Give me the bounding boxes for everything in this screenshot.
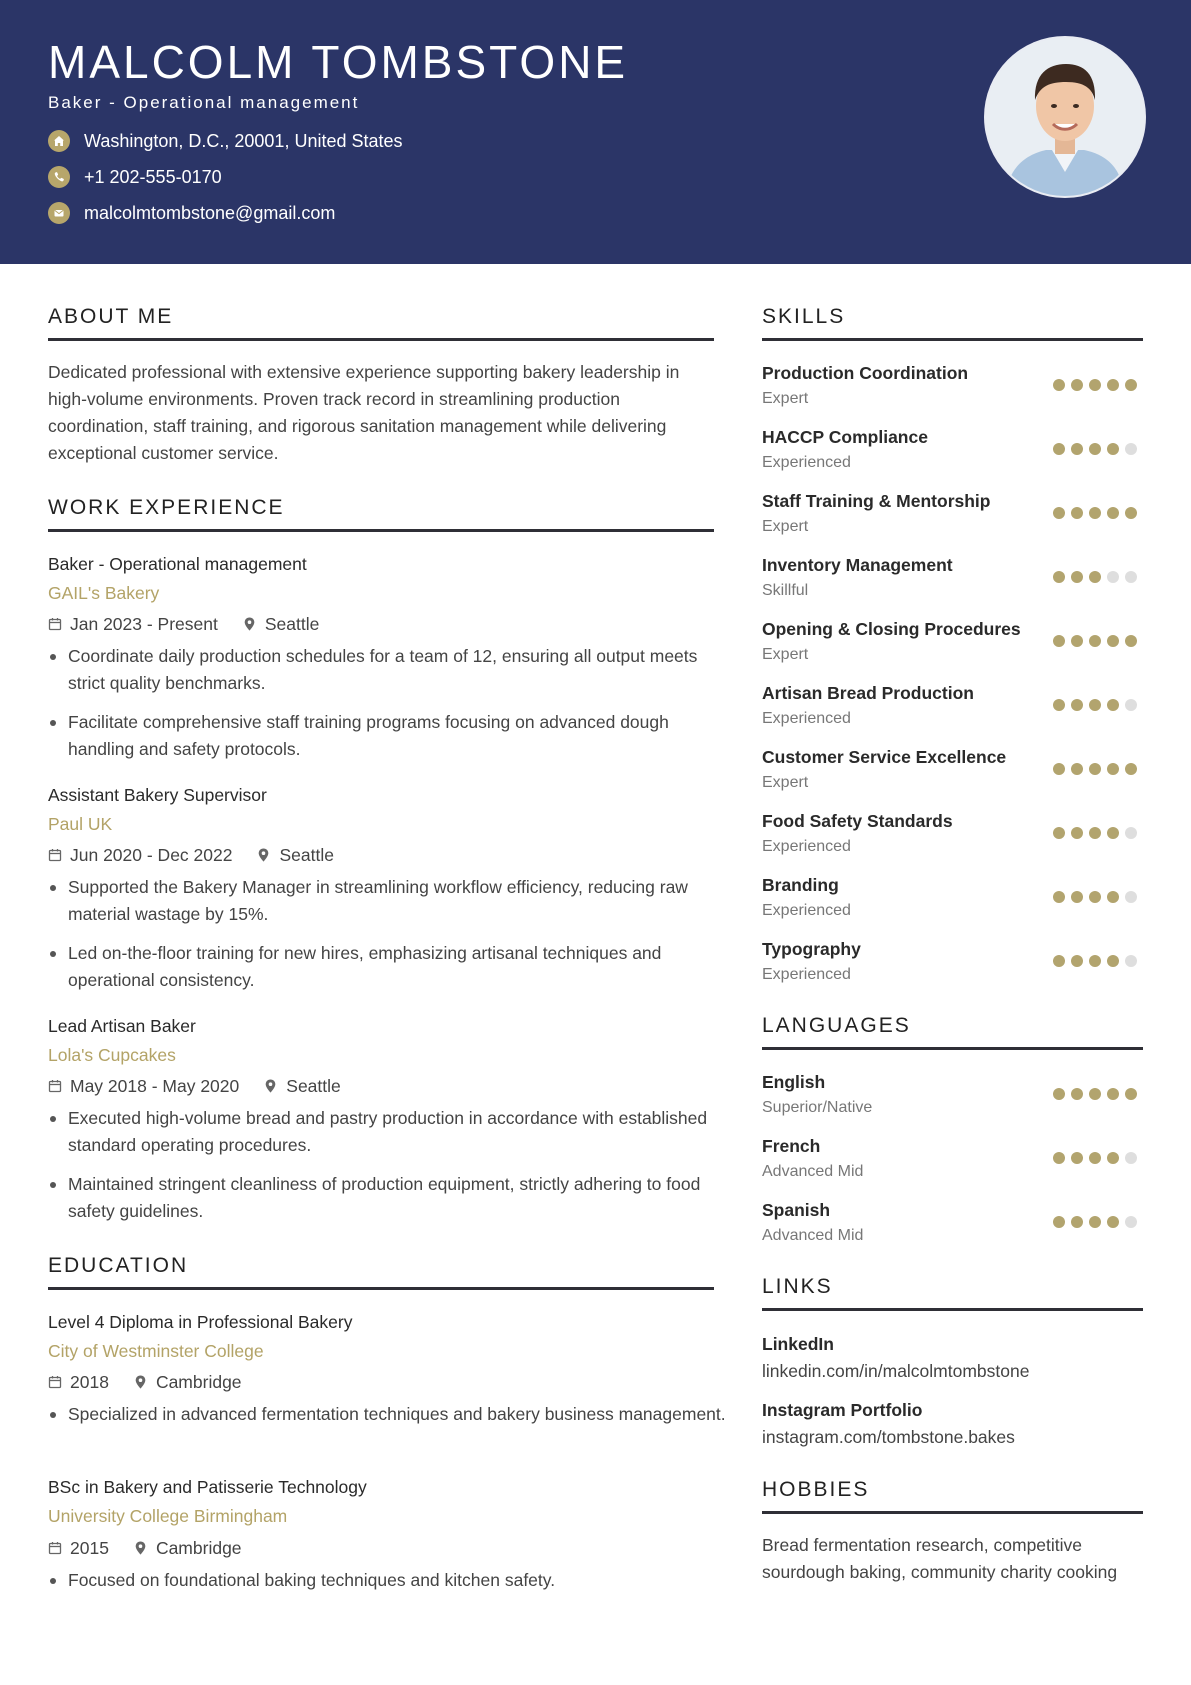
rating-dot-filled [1089, 571, 1101, 583]
rating-dot-filled [1089, 1088, 1101, 1100]
skill-level: Experienced [762, 454, 851, 471]
rating-dot-filled [1107, 827, 1119, 839]
skill-level: Experienced [762, 966, 851, 983]
rating-dot-filled [1089, 1152, 1101, 1164]
rating-dot-filled [1071, 891, 1083, 903]
company-name: Paul UK [48, 814, 113, 834]
calendar-icon [48, 617, 62, 631]
location-pin-icon [265, 1079, 276, 1093]
job-bullet: Led on-the-floor training for new hires, emphasizing artisanal techniques and operational consistency. [48, 940, 734, 994]
language-rating [1053, 1088, 1143, 1100]
skill-name: Branding [762, 875, 839, 895]
skill-rating [1053, 891, 1143, 903]
rating-dot-empty [1125, 891, 1137, 903]
rating-dot-filled [1071, 1216, 1083, 1228]
rating-dot-empty [1125, 955, 1137, 967]
candidate-subtitle: Baker - Operational management [48, 93, 360, 112]
rating-dot-filled [1071, 1088, 1083, 1100]
rating-dot-filled [1107, 443, 1119, 455]
skill-rating [1053, 699, 1143, 711]
language-level: Superior/Native [762, 1099, 873, 1116]
rating-dot-filled [1089, 379, 1101, 391]
rating-dot-empty [1125, 571, 1137, 583]
rating-dot-filled [1053, 827, 1065, 839]
resume-header [0, 0, 1191, 264]
rating-dot-filled [1107, 1152, 1119, 1164]
language-name: English [762, 1072, 826, 1092]
rating-dot-filled [1089, 507, 1101, 519]
company-name: Lola's Cupcakes [48, 1045, 176, 1065]
skill-level: Expert [762, 518, 809, 535]
language-rating [1053, 1216, 1143, 1228]
hobbies-section-title: HOBBIES [762, 1478, 870, 1501]
rating-dot-filled [1107, 891, 1119, 903]
languages-section-title: LANGUAGES [762, 1014, 911, 1037]
school-name: University College Birmingham [48, 1506, 288, 1526]
rating-dot-filled [1107, 955, 1119, 967]
rating-dot-filled [1071, 507, 1083, 519]
rating-dot-filled [1089, 891, 1101, 903]
job-bullet: Facilitate comprehensive staff training programs focusing on advanced dough handling and safety protocols. [48, 709, 734, 763]
work-section-title: WORK EXPERIENCE [48, 496, 285, 519]
job-bullet: Maintained stringent cleanliness of production equipment, strictly adhering to food safety guidelines. [48, 1171, 734, 1225]
education-bullet: Focused on foundational baking techniques and kitchen safety. [48, 1567, 734, 1594]
education-divider [48, 1287, 714, 1290]
rating-dot-filled [1053, 571, 1065, 583]
links-divider [762, 1308, 1143, 1311]
contact-phone [48, 166, 222, 188]
rating-dot-filled [1071, 1152, 1083, 1164]
rating-dot-filled [1071, 699, 1083, 711]
job-location: Seattle [279, 845, 334, 865]
job-title: Assistant Bakery Supervisor [48, 785, 267, 805]
rating-dot-filled [1107, 699, 1119, 711]
link-label: Instagram Portfolio [762, 1400, 923, 1420]
about-divider [48, 338, 714, 341]
skill-name: Opening & Closing Procedures [762, 619, 1021, 639]
rating-dot-filled [1071, 763, 1083, 775]
rating-dot-filled [1053, 955, 1065, 967]
work-divider [48, 529, 714, 532]
rating-dot-filled [1089, 443, 1101, 455]
skills-divider [762, 338, 1143, 341]
job-dates: Jan 2023 - Present [70, 614, 218, 634]
school-name: City of Westminster College [48, 1341, 264, 1361]
rating-dot-filled [1107, 635, 1119, 647]
location-pin-icon [244, 617, 255, 631]
rating-dot-empty [1125, 1216, 1137, 1228]
rating-dot-filled [1053, 635, 1065, 647]
rating-dot-filled [1107, 507, 1119, 519]
mail-icon [48, 202, 70, 224]
job-bullet: Executed high-volume bread and pastry production in accordance with established standard operating procedures. [48, 1105, 734, 1159]
skill-rating [1053, 763, 1143, 775]
rating-dot-empty [1125, 1152, 1137, 1164]
candidate-name: MALCOLM TOMBSTONE [48, 36, 629, 88]
language-rating [1053, 1152, 1143, 1164]
skill-name: HACCP Compliance [762, 427, 928, 447]
skill-level: Experienced [762, 902, 851, 919]
rating-dot-filled [1071, 443, 1083, 455]
rating-dot-filled [1107, 1088, 1119, 1100]
degree-title: BSc in Bakery and Patisserie Technology [48, 1477, 367, 1497]
instagram-link[interactable]: instagram.com/tombstone.bakes [762, 1427, 1015, 1447]
location-pin-icon [135, 1541, 146, 1555]
job-location: Seattle [286, 1076, 341, 1096]
rating-dot-filled [1053, 443, 1065, 455]
skill-name: Food Safety Standards [762, 811, 953, 831]
rating-dot-filled [1125, 763, 1137, 775]
rating-dot-filled [1053, 763, 1065, 775]
rating-dot-filled [1071, 571, 1083, 583]
rating-dot-filled [1053, 507, 1065, 519]
education-year: 2015 [70, 1538, 109, 1558]
contact-address [48, 130, 403, 152]
rating-dot-filled [1089, 827, 1101, 839]
skill-rating [1053, 507, 1143, 519]
skill-level: Expert [762, 774, 809, 791]
rating-dot-filled [1089, 635, 1101, 647]
rating-dot-filled [1053, 1216, 1065, 1228]
rating-dot-empty [1125, 699, 1137, 711]
skill-level: Experienced [762, 838, 851, 855]
links-section-title: LINKS [762, 1275, 833, 1298]
rating-dot-filled [1053, 699, 1065, 711]
rating-dot-filled [1107, 379, 1119, 391]
linkedin-link[interactable]: linkedin.com/in/malcolmtombstone [762, 1361, 1030, 1381]
rating-dot-filled [1107, 1216, 1119, 1228]
skill-rating [1053, 635, 1143, 647]
link-label: LinkedIn [762, 1334, 834, 1354]
job-title: Baker - Operational management [48, 554, 307, 574]
job-meta [48, 844, 334, 866]
rating-dot-filled [1071, 635, 1083, 647]
rating-dot-filled [1125, 379, 1137, 391]
rating-dot-filled [1053, 1152, 1065, 1164]
language-name: French [762, 1136, 821, 1156]
job-meta [48, 1075, 341, 1097]
rating-dot-filled [1089, 1216, 1101, 1228]
rating-dot-filled [1089, 763, 1101, 775]
job-dates: May 2018 - May 2020 [70, 1076, 240, 1096]
skill-level: Expert [762, 646, 809, 663]
skill-name: Typography [762, 939, 861, 959]
rating-dot-filled [1089, 955, 1101, 967]
degree-title: Level 4 Diploma in Professional Bakery [48, 1312, 353, 1332]
education-meta [48, 1537, 242, 1559]
skill-level: Skillful [762, 582, 809, 599]
skill-rating [1053, 827, 1143, 839]
rating-dot-filled [1071, 379, 1083, 391]
education-meta [48, 1371, 242, 1393]
language-name: Spanish [762, 1200, 831, 1220]
rating-dot-filled [1089, 699, 1101, 711]
phone-icon [48, 166, 70, 188]
language-level: Advanced Mid [762, 1227, 864, 1244]
skill-rating [1053, 955, 1143, 967]
languages-divider [762, 1047, 1143, 1050]
email-link[interactable]: malcolmtombstone@gmail.com [84, 203, 336, 223]
rating-dot-filled [1053, 1088, 1065, 1100]
education-section-title: EDUCATION [48, 1254, 189, 1277]
rating-dot-filled [1071, 827, 1083, 839]
skill-rating [1053, 443, 1143, 455]
job-title: Lead Artisan Baker [48, 1016, 196, 1036]
skill-level: Expert [762, 390, 809, 407]
job-meta [48, 613, 319, 635]
calendar-icon [48, 1079, 62, 1093]
rating-dot-empty [1107, 571, 1119, 583]
skill-name: Artisan Bread Production [762, 683, 974, 703]
contact-email[interactable] [48, 202, 335, 224]
rating-dot-empty [1125, 827, 1137, 839]
profile-photo [986, 38, 1144, 196]
calendar-icon [48, 848, 62, 862]
about-section-title: ABOUT ME [48, 305, 174, 328]
rating-dot-filled [1125, 635, 1137, 647]
about-text: Dedicated professional with extensive experience supporting bakery leadership in high-volume environments. Proven track record in streamlining production coordination, staff training, and rigorous sanitation management while delivering exceptional customer service. [48, 362, 680, 463]
skill-name: Inventory Management [762, 555, 953, 575]
rating-dot-filled [1071, 955, 1083, 967]
job-bullet: Coordinate daily production schedules for a team of 12, ensuring all output meets strict quality benchmarks. [48, 643, 734, 697]
hobbies-divider [762, 1511, 1143, 1514]
calendar-icon [48, 1541, 62, 1555]
address-text: Washington, D.C., 20001, United States [84, 131, 403, 151]
rating-dot-filled [1125, 507, 1137, 519]
education-location: Cambridge [155, 1538, 242, 1558]
rating-dot-filled [1125, 1088, 1137, 1100]
skill-name: Customer Service Excellence [762, 747, 1007, 767]
calendar-icon [48, 1375, 62, 1389]
language-level: Advanced Mid [762, 1163, 864, 1180]
rating-dot-empty [1125, 443, 1137, 455]
skills-section-title: SKILLS [762, 305, 846, 328]
rating-dot-filled [1053, 891, 1065, 903]
job-location: Seattle [264, 614, 320, 634]
education-bullet: Specialized in advanced fermentation techniques and bakery business management. [48, 1401, 734, 1428]
rating-dot-filled [1053, 379, 1065, 391]
location-pin-icon [135, 1375, 146, 1389]
skill-rating [1053, 379, 1143, 391]
education-year: 2018 [70, 1372, 109, 1392]
job-bullet: Supported the Bakery Manager in streamlining workflow efficiency, reducing raw material wastage by 15%. [48, 874, 734, 928]
skill-level: Experienced [762, 710, 851, 727]
rating-dot-filled [1107, 763, 1119, 775]
phone-text: +1 202-555-0170 [84, 167, 222, 187]
skill-name: Production Coordination [762, 363, 969, 383]
education-location: Cambridge [155, 1372, 242, 1392]
job-dates: Jun 2020 - Dec 2022 [70, 845, 233, 865]
skill-rating [1053, 571, 1143, 583]
location-pin-icon [258, 848, 269, 862]
company-name: GAIL's Bakery [48, 583, 160, 603]
skill-name: Staff Training & Mentorship [762, 491, 991, 511]
home-icon [48, 130, 70, 152]
hobbies-text: Bread fermentation research, competitive sourdough baking, community charity cooking [762, 1535, 1118, 1582]
